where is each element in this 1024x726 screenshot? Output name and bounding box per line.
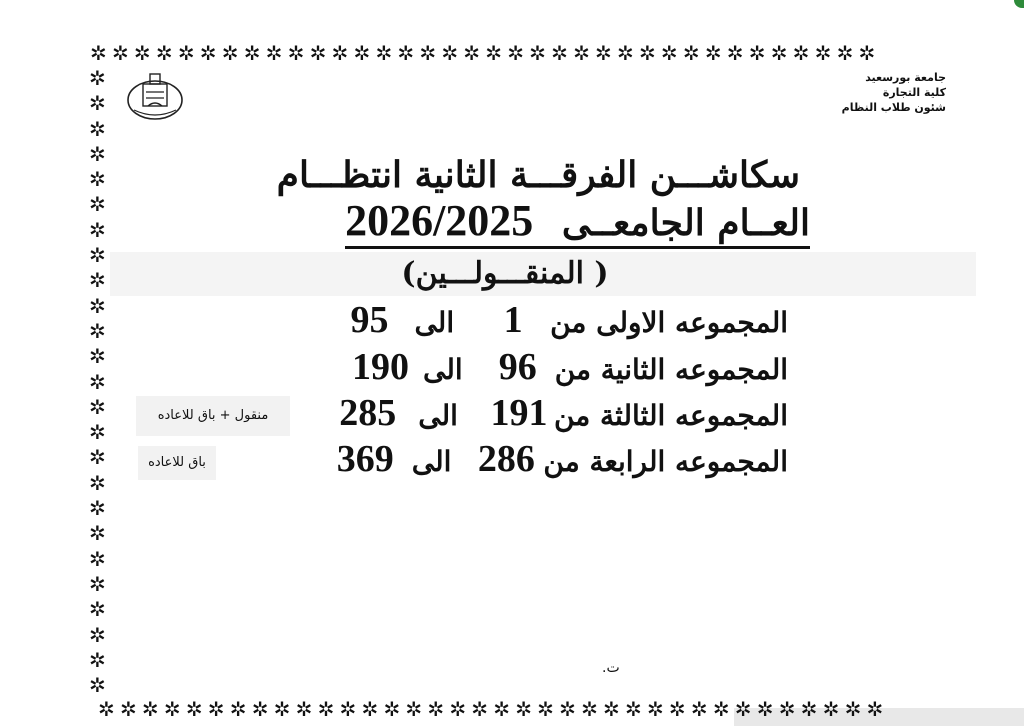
group3-note: منقول + باق للاعاده [136,396,290,436]
group-from: 286 [477,438,535,480]
group-to: 95 [350,299,389,341]
group-to: 190 [352,346,410,388]
academic-year-label: العــام الجامعــى [561,202,810,244]
academic-year-line [345,198,810,249]
department-name: شئون طلاب النظام [841,101,946,114]
university-name: جامعة بورسعيد [865,71,946,84]
subtitle-text: ( المنقـــولـــين) [401,256,609,291]
group-to-word: الى [423,353,463,386]
decorative-border-bottom: ✲✲✲✲✲✲✲✲✲✲✲✲✲✲✲✲✲✲✲✲✲✲✲✲✲✲✲✲✲✲✲✲✲✲✲✲ [98,697,889,721]
group-to-word: الى [414,306,455,339]
subtitle [110,254,976,294]
group-from: 191 [490,392,548,434]
group-label: المجموعه الثالثة من [553,399,788,432]
group-to: 285 [339,392,397,434]
corner-mark [1014,0,1024,8]
group-to-word: الى [418,399,458,432]
group-to: 369 [336,438,394,480]
group-to-word: الى [411,445,452,478]
faculty-name: كلية التجارة [882,86,946,99]
group-row [337,439,788,482]
decorative-border-left: ✲✲✲✲✲✲✲✲✲✲✲✲✲✲✲✲✲✲✲✲✲✲✲✲✲ [89,66,106,698]
institution-header [842,70,946,115]
decorative-border-top: ✲✲✲✲✲✲✲✲✲✲✲✲✲✲✲✲✲✲✲✲✲✲✲✲✲✲✲✲✲✲✲✲✲✲✲✲ [90,41,881,65]
group-label: المجموعه الثانية من [554,353,788,386]
group-from: 1 [503,299,523,341]
footer-mark: ت. [602,660,620,676]
group-row [339,393,788,436]
group-label: المجموعه الرابعة من [543,445,788,478]
group-row [352,347,788,390]
academic-year-value: 2026/2025 [345,196,534,245]
faculty-crest-icon [126,70,184,122]
page-title: سكاشـــن الفرقـــة الثانية انتظـــام [276,154,800,196]
group-row [350,300,788,343]
group4-note: باق للاعاده [138,446,216,480]
group-label: المجموعه الاولى من [550,306,788,339]
group-from: 96 [498,346,537,388]
